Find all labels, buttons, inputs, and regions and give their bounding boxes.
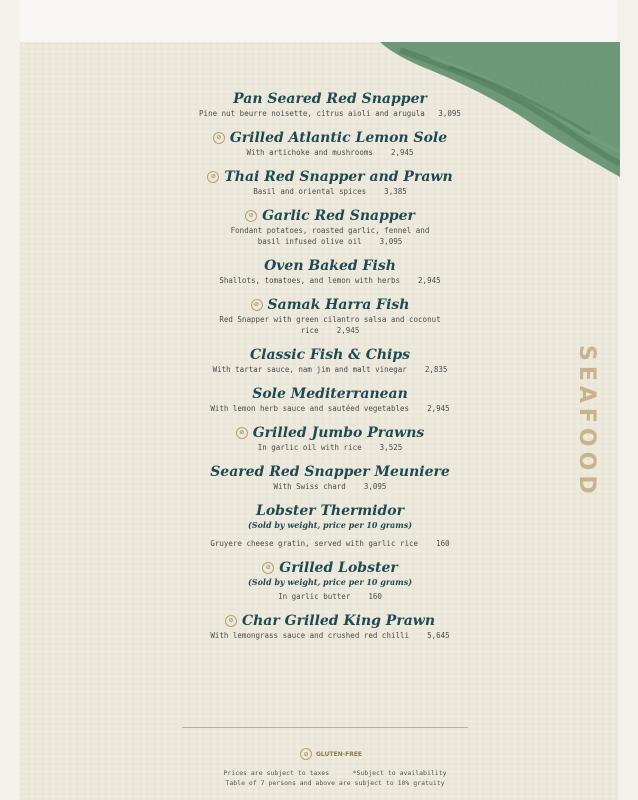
menu-item <box>160 296 500 336</box>
menu-item <box>160 385 500 414</box>
footnotes: Prices are subject to taxes *Subject to availability Table of 7 persons and above are subject to 10% gratuity <box>223 769 447 787</box>
item-description: With Swiss chard 3,095 <box>273 482 387 491</box>
item-description: Fondant potatoes, roasted garlic, fennel and basil infused olive oil 3,095 <box>230 226 430 246</box>
menu-item <box>160 424 500 453</box>
item-description: With lemon herb sauce and sautéed vegetables 2,945 <box>210 404 450 413</box>
item-name: Grilled Atlantic Lemon Sole <box>229 130 448 146</box>
gluten-free-icon: ⊘ <box>207 171 219 183</box>
menu-item <box>160 502 500 549</box>
item-name: Oven Baked Fish <box>264 258 396 274</box>
menu-item <box>160 559 500 602</box>
menu-item <box>160 346 500 375</box>
item-description: Basil and oriental spices 3,385 <box>253 187 407 196</box>
item-name: Garlic Red Snapper <box>262 208 415 224</box>
menu-item <box>160 129 500 158</box>
item-name: Seared Red Snapper Meuniere <box>210 464 450 480</box>
menu-item <box>160 90 500 119</box>
item-name: Lobster Thermidor <box>256 503 404 519</box>
menu-item <box>160 168 500 197</box>
item-description: Red Snapper with green cilantro salsa and coconut rice 2,945 <box>219 315 441 335</box>
legend-label: GLUTEN-FREE <box>316 750 363 758</box>
item-name: Char Grilled King Prawn <box>241 613 436 629</box>
item-description: Gruyere cheese gratin, served with garlic rice 160 <box>210 539 450 548</box>
item-description: With tartar sauce, nam jim and malt vinegar 2,835 <box>212 365 448 374</box>
item-description: In garlic butter 160 <box>278 592 382 601</box>
item-note: (Sold by weight, price per 10 grams) <box>248 520 412 530</box>
section-label: SEAFOOD <box>574 345 599 499</box>
item-description: In garlic oil with rice 3,525 <box>257 443 403 452</box>
menu-item <box>160 207 500 247</box>
menu-item <box>160 612 500 641</box>
gluten-free-icon: ⊘ <box>251 299 263 311</box>
item-name: Grilled Lobster <box>279 560 398 576</box>
menu-list <box>160 90 500 641</box>
gluten-free-icon: ⊘ <box>300 748 312 760</box>
item-description: With artichoke and mushrooms 2,945 <box>246 148 414 157</box>
item-name: Pan Seared Red Snapper <box>233 91 427 107</box>
gluten-free-icon: ⊘ <box>262 562 274 574</box>
item-description: Pine nut beurre noisette, citrus aioli and arugula 3,095 <box>199 109 461 118</box>
gluten-free-legend <box>300 748 362 760</box>
item-description: With lemongrass sauce and crushed red chilli 5,645 <box>210 631 450 640</box>
gluten-free-icon: ⊘ <box>245 210 257 222</box>
item-name: Grilled Jumbo Prawns <box>252 425 425 441</box>
gluten-free-icon: ⊘ <box>236 427 248 439</box>
top-band <box>20 0 618 42</box>
item-name: Sole Mediterranean <box>252 386 408 402</box>
menu-item <box>160 463 500 492</box>
item-name: Thai Red Snapper and Prawn <box>224 169 453 185</box>
gluten-free-icon: ⊘ <box>213 132 225 144</box>
item-name: Samak Harra Fish <box>267 297 410 313</box>
gluten-free-icon: ⊘ <box>225 615 237 627</box>
item-description: Shallots, tomatoes, and lemon with herbs 2,945 <box>219 276 441 285</box>
item-note: (Sold by weight, price per 10 grams) <box>248 577 412 587</box>
menu-item <box>160 257 500 286</box>
footer-divider <box>182 727 468 728</box>
item-name: Classic Fish & Chips <box>249 347 411 363</box>
